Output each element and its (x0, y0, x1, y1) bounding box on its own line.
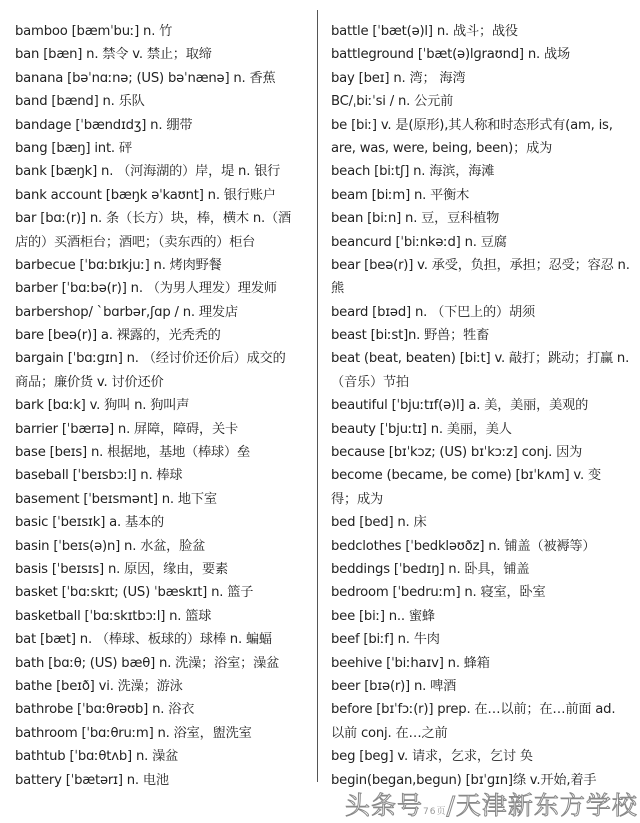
vocab-line: beat (beat, beaten) [biːt] v. 敲打；跳动；打赢 n. (331, 351, 630, 367)
watermark-prefix: 头条号 (345, 791, 424, 820)
vocab-line: bamboo [bæmˈbuː] n. 竹 (15, 24, 173, 39)
vocab-line: beg [beg] v. 请求，乞求，乞讨 奂 (331, 749, 533, 765)
vocab-line: beehive [ˈbiːhaɪv] n. 蜂箱 (331, 655, 490, 671)
vocab-line: beddings [ˈbedɪŋ] n. 卧具，铺盖 (331, 561, 530, 577)
vocab-line: bath [bɑːθ; (US) bæθ] n. 洗澡；浴室；澡盆 (15, 655, 280, 671)
vocab-line: battle [ˈbæt(ə)l] n. 战斗；战役 (331, 24, 518, 39)
vocab-line: 店的）买酒柜台；酒吧；（卖东西的）柜台 (15, 234, 256, 250)
left-column (15, 20, 315, 792)
vocab-line: battleground [ˈbæt(ə)lɡraʊnd] n. 战场 (331, 47, 570, 63)
vocab-line: 商品；廉价货 v. 讨价还价 (15, 374, 164, 390)
vocab-line: bee [biː] n.. 蜜蜂 (331, 608, 435, 624)
vocab-line: bank account [bæŋk əˈkaʊnt] n. 银行账户 (15, 187, 276, 203)
vocab-line: （音乐）节拍 (331, 374, 409, 390)
vocab-line: bare [beə(r)] a. 裸露的，光秃秃的 (15, 328, 221, 344)
vocab-line: because [bɪˈkɔz; (US) bɪˈkɔːz] conj. 因为 (331, 445, 583, 461)
vocab-line: basin [ˈbeɪs(ə)n] n. 水盆，脸盆 (15, 538, 206, 554)
vocab-line: beast [biːst]n. 野兽；牲畜 (331, 328, 490, 344)
vocab-line: bedroom [ˈbedruːm] n. 寝室，卧室 (331, 585, 546, 601)
vocab-line: barbecue [ˈbɑːbɪkjuː] n. 烤肉野餐 (15, 257, 222, 273)
watermark (345, 786, 638, 822)
vocab-line: bark [bɑːk] v. 狗叫 n. 狗叫声 (15, 398, 190, 414)
vocab-line: bathe [beɪð] vi. 洗澡；游泳 (15, 678, 183, 694)
vocab-line: basketball [ˈbɑːskɪtbɔːl] n. 篮球 (15, 608, 212, 624)
vocab-line: begin(began,begun) [bɪˈɡɪn]绦 v.开始,着手 (331, 772, 597, 788)
vocab-line: beef [biːf] n. 牛肉 (331, 632, 440, 648)
vocab-line: beer [bɪə(r)] n. 啤酒 (331, 678, 457, 694)
vocab-line: barbershop/ ˋbɑrbər,ʃɑp / n. 理发店 (15, 304, 238, 320)
vocab-line: beard [bɪəd] n. （下巴上的）胡须 (331, 304, 535, 320)
vocab-line: beam [biːm] n. 平衡木 (331, 187, 470, 203)
vocab-line: beach [biːtʃ] n. 海滨，海滩 (331, 164, 495, 180)
vocab-line: 熊 (331, 281, 344, 297)
vocab-line: barrier [ˈbærɪə] n. 屏障，障碍，关卡 (15, 421, 238, 437)
watermark-page-mark: 76页 (423, 807, 447, 817)
vocab-line: before [bɪˈfɔː(r)] prep. 在…以前；在…前面 ad. (331, 702, 616, 718)
vocabulary-page (6, 8, 630, 788)
vocab-line: bathroom [ˈbɑːθruːm] n. 浴室，盥洗室 (15, 725, 252, 741)
vocab-line: bay [beɪ] n. 湾； 海湾 (331, 70, 466, 86)
vocab-line: 得；成为 (331, 491, 383, 507)
vocab-line: basket [ˈbɑːskɪt; (US) ˈbæskɪt] n. 篮子 (15, 585, 254, 601)
vocab-line: bedclothes [ˈbedkləʊðz] n. 铺盖（被褥等） (331, 538, 596, 554)
watermark-separator: / (446, 791, 456, 820)
vocab-line: be [biː] v. 是(原形),其人称和时态形式有(am, is, (331, 117, 613, 133)
vocab-line: BC/ˌbiːˈsi / n. 公元前 (331, 94, 454, 110)
vocab-line: basis [ˈbeɪsɪs] n. 原因，缘由，要素 (15, 561, 229, 577)
vocab-line: ban [bæn] n. 禁令 v. 禁止；取缔 (15, 47, 212, 63)
column-divider (317, 10, 318, 782)
vocab-line: banana [bəˈnɑːnə; (US) bəˈnænə] n. 香蕉 (15, 70, 276, 86)
vocab-line: bargain [ˈbɑːɡɪn] n. （经讨价还价后）成交的 (15, 351, 286, 367)
vocab-line: beancurd [ˈbiːnkəːd] n. 豆腐 (331, 234, 507, 250)
vocab-line: 以前 conj. 在…之前 (331, 725, 448, 741)
vocab-line: baseball [ˈbeɪsbɔːl] n. 棒球 (15, 468, 183, 484)
watermark-name: 天津新东方学校 (455, 791, 638, 820)
vocab-line: bat [bæt] n. （棒球、板球的）球棒 n. 蝙蝠 (15, 632, 272, 648)
right-column (331, 20, 631, 792)
vocab-line: beauty [ˈbjuːtɪ] n. 美丽，美人 (331, 421, 512, 437)
vocab-line: bean [biːn] n. 豆，豆科植物 (331, 211, 500, 227)
vocab-line: bed [bed] n. 床 (331, 515, 427, 531)
vocab-line: bank [bæŋk] n. （河海湖的）岸，堤 n. 银行 (15, 164, 281, 180)
vocab-line: band [bænd] n. 乐队 (15, 94, 145, 110)
vocab-line: basic [ˈbeɪsɪk] a. 基本的 (15, 515, 164, 531)
vocab-line: bar [bɑː(r)] n. 条（长方）块，棒，横木 n.（酒 (15, 211, 291, 227)
vocab-line: bathrobe [ˈbɑːθrəʊb] n. 浴衣 (15, 702, 195, 718)
vocab-line: battery [ˈbætərɪ] n. 电池 (15, 772, 169, 788)
vocab-line: basement [ˈbeɪsmənt] n. 地下室 (15, 491, 217, 507)
vocab-line: bathtub [ˈbɑːθtʌb] n. 澡盆 (15, 749, 179, 765)
vocab-line: bang [bæŋ] int. 砰 (15, 140, 132, 156)
vocab-line: bandage [ˈbændɪdʒ] n. 绷带 (15, 117, 193, 133)
vocab-line: barber [ˈbɑːbə(r)] n. （为男人理发）理发师 (15, 281, 277, 297)
vocab-line: base [beɪs] n. 根据地，基地（棒球）垒 (15, 445, 250, 461)
vocab-line: become (became, be come) [bɪˈkʌm] v. 变 (331, 468, 601, 484)
vocab-line: beautiful [ˈbjuːtɪf(ə)l] a. 美，美丽，美观的 (331, 398, 589, 414)
vocab-line: are, was, were, being, been)；成为 (331, 140, 553, 156)
vocab-line: bear [beə(r)] v. 承受，负担，承担；忍受；容忍 n. (331, 257, 630, 273)
